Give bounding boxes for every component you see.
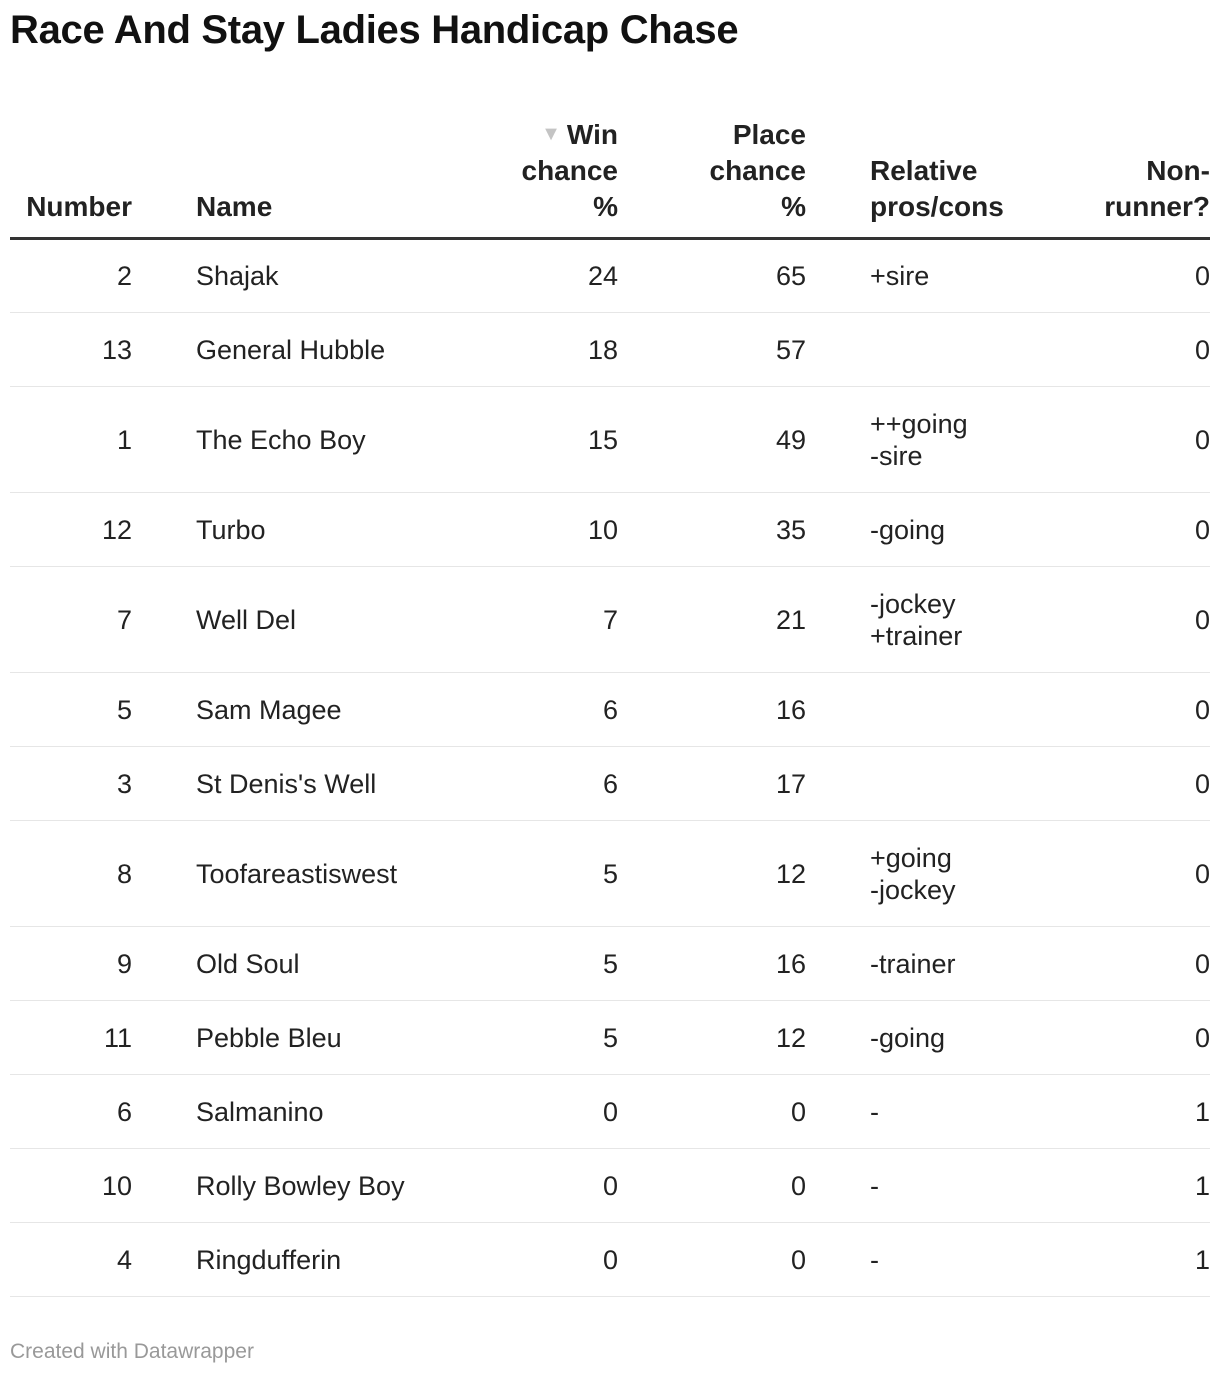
cell-name: Pebble Bleu	[196, 1001, 516, 1075]
table-row	[10, 567, 1210, 673]
cell-name: The Echo Boy	[196, 387, 516, 493]
cell-place-chance: 17	[618, 747, 806, 821]
header-row	[10, 112, 1210, 239]
cell-gap	[132, 1001, 196, 1075]
cell-win-chance: 0	[516, 1223, 618, 1297]
cell-number: 3	[10, 747, 132, 821]
sort-descending-icon: ▼	[541, 123, 561, 145]
pros-cons-item: -jockey	[870, 588, 956, 619]
cell-gap	[132, 493, 196, 567]
cell-win-chance: 10	[516, 493, 618, 567]
cell-place-chance: 35	[618, 493, 806, 567]
cell-gap	[806, 1223, 870, 1297]
cell-name: General Hubble	[196, 313, 516, 387]
cell-gap	[132, 747, 196, 821]
cell-win-chance: 18	[516, 313, 618, 387]
pros-cons-item: -jockey	[870, 874, 956, 905]
cell-name: St Denis's Well	[196, 747, 516, 821]
cell-non-runner: 1	[1070, 1223, 1210, 1297]
cell-place-chance: 0	[618, 1223, 806, 1297]
cell-gap	[806, 387, 870, 493]
cell-name: Old Soul	[196, 927, 516, 1001]
cell-number: 8	[10, 821, 132, 927]
cell-non-runner: 1	[1070, 1075, 1210, 1149]
table-row	[10, 313, 1210, 387]
table-row	[10, 927, 1210, 1001]
cell-number: 13	[10, 313, 132, 387]
cell-win-chance: 5	[516, 927, 618, 1001]
cell-win-chance: 5	[516, 1001, 618, 1075]
cell-number: 7	[10, 567, 132, 673]
cell-name: Rolly Bowley Boy	[196, 1149, 516, 1223]
cell-pros-cons	[870, 1001, 1070, 1075]
cell-pros-cons	[870, 1223, 1070, 1297]
cell-place-chance: 0	[618, 1149, 806, 1223]
cell-non-runner: 1	[1070, 1149, 1210, 1223]
header-non-runner[interactable]	[1070, 112, 1210, 239]
cell-place-chance: 49	[618, 387, 806, 493]
cell-gap	[806, 821, 870, 927]
cell-gap	[806, 673, 870, 747]
cell-win-chance: 0	[516, 1075, 618, 1149]
cell-number: 4	[10, 1223, 132, 1297]
chart-title: Race And Stay Ladies Handicap Chase	[10, 8, 739, 52]
cell-pros-cons	[870, 313, 1070, 387]
cell-name: Turbo	[196, 493, 516, 567]
cell-pros-cons	[870, 1075, 1070, 1149]
cell-gap	[806, 567, 870, 673]
cell-place-chance: 21	[618, 567, 806, 673]
footer-credit: Created with Datawrapper	[10, 1340, 254, 1363]
cell-name: Shajak	[196, 239, 516, 313]
cell-name: Sam Magee	[196, 673, 516, 747]
cell-gap	[806, 1075, 870, 1149]
race-table	[10, 112, 1210, 1297]
pros-cons-item: -	[870, 1170, 879, 1201]
pros-cons-item: +going	[870, 842, 952, 873]
cell-pros-cons	[870, 821, 1070, 927]
cell-non-runner: 0	[1070, 821, 1210, 927]
pros-cons-item: -going	[870, 514, 946, 545]
header-pros-cons[interactable]	[870, 112, 1070, 239]
table-row	[10, 673, 1210, 747]
cell-number: 2	[10, 239, 132, 313]
header-place-line: Place	[732, 119, 806, 150]
cell-place-chance: 12	[618, 821, 806, 927]
cell-number: 5	[10, 673, 132, 747]
cell-win-chance: 7	[516, 567, 618, 673]
cell-place-chance: 65	[618, 239, 806, 313]
cell-number: 6	[10, 1075, 132, 1149]
pros-cons-item: -	[870, 1244, 879, 1275]
cell-place-chance: 16	[618, 673, 806, 747]
cell-non-runner: 0	[1070, 927, 1210, 1001]
cell-name: Salmanino	[196, 1075, 516, 1149]
cell-win-chance: 15	[516, 387, 618, 493]
cell-gap	[132, 1149, 196, 1223]
header-number[interactable]: Number	[10, 112, 132, 239]
cell-gap	[132, 1075, 196, 1149]
cell-pros-cons	[870, 387, 1070, 493]
cell-pros-cons	[870, 567, 1070, 673]
header-pros-line: pros/cons	[870, 191, 1004, 222]
pros-cons-item: +sire	[870, 261, 930, 291]
cell-gap	[132, 239, 196, 313]
cell-win-chance: 6	[516, 747, 618, 821]
header-nonrunner-line: Non-	[1146, 155, 1210, 186]
table-row	[10, 387, 1210, 493]
cell-gap	[806, 1149, 870, 1223]
pros-cons-item: ++going	[870, 408, 968, 439]
cell-number: 10	[10, 1149, 132, 1223]
cell-gap	[806, 493, 870, 567]
pros-cons-item: -	[870, 1096, 879, 1127]
table-row	[10, 1001, 1210, 1075]
cell-gap	[806, 747, 870, 821]
table-row	[10, 1075, 1210, 1149]
cell-gap	[806, 1001, 870, 1075]
pros-cons-item: -going	[870, 1022, 946, 1053]
cell-pros-cons	[870, 673, 1070, 747]
cell-gap	[132, 821, 196, 927]
cell-non-runner: 0	[1070, 313, 1210, 387]
cell-number: 11	[10, 1001, 132, 1075]
table-row	[10, 239, 1210, 313]
cell-non-runner: 0	[1070, 493, 1210, 567]
cell-number: 1	[10, 387, 132, 493]
header-win-line: Win	[566, 119, 618, 150]
cell-number: 12	[10, 493, 132, 567]
pros-cons-item: -sire	[870, 440, 923, 471]
header-nonrunner-line: runner?	[1104, 191, 1210, 222]
cell-name: Well Del	[196, 567, 516, 673]
table-row	[10, 1223, 1210, 1297]
cell-place-chance: 57	[618, 313, 806, 387]
table-body	[10, 239, 1210, 1297]
cell-non-runner: 0	[1070, 239, 1210, 313]
header-place-line: %	[781, 191, 806, 222]
cell-non-runner: 0	[1070, 673, 1210, 747]
table-row	[10, 747, 1210, 821]
cell-pros-cons	[870, 747, 1070, 821]
table-row	[10, 493, 1210, 567]
cell-number: 9	[10, 927, 132, 1001]
cell-non-runner: 0	[1070, 747, 1210, 821]
cell-non-runner: 0	[1070, 1001, 1210, 1075]
cell-gap	[806, 239, 870, 313]
header-name[interactable]: Name	[196, 112, 516, 239]
cell-pros-cons	[870, 1149, 1070, 1223]
cell-non-runner: 0	[1070, 567, 1210, 673]
cell-gap	[132, 927, 196, 1001]
cell-name: Ringdufferin	[196, 1223, 516, 1297]
header-pros-line: Relative	[870, 155, 978, 186]
cell-pros-cons	[870, 239, 1070, 313]
table-row	[10, 821, 1210, 927]
cell-name: Toofareastiswest	[196, 821, 516, 927]
header-place-line: chance	[709, 155, 806, 186]
cell-gap	[806, 313, 870, 387]
cell-win-chance: 24	[516, 239, 618, 313]
pros-cons-item: -trainer	[870, 948, 956, 979]
cell-place-chance: 16	[618, 927, 806, 1001]
cell-win-chance: 0	[516, 1149, 618, 1223]
cell-gap	[132, 1223, 196, 1297]
header-place-chance[interactable]	[618, 112, 806, 239]
cell-gap	[132, 567, 196, 673]
cell-place-chance: 0	[618, 1075, 806, 1149]
header-win-line: chance	[521, 155, 618, 186]
table-row	[10, 1149, 1210, 1223]
cell-gap	[132, 313, 196, 387]
cell-place-chance: 12	[618, 1001, 806, 1075]
cell-gap	[132, 673, 196, 747]
cell-pros-cons	[870, 927, 1070, 1001]
cell-pros-cons	[870, 493, 1070, 567]
pros-cons-item: +trainer	[870, 620, 963, 651]
cell-gap	[132, 387, 196, 493]
cell-win-chance: 5	[516, 821, 618, 927]
cell-gap	[806, 927, 870, 1001]
header-win-line: %	[593, 191, 618, 222]
cell-non-runner: 0	[1070, 387, 1210, 493]
header-win-chance[interactable]	[516, 112, 618, 239]
cell-win-chance: 6	[516, 673, 618, 747]
